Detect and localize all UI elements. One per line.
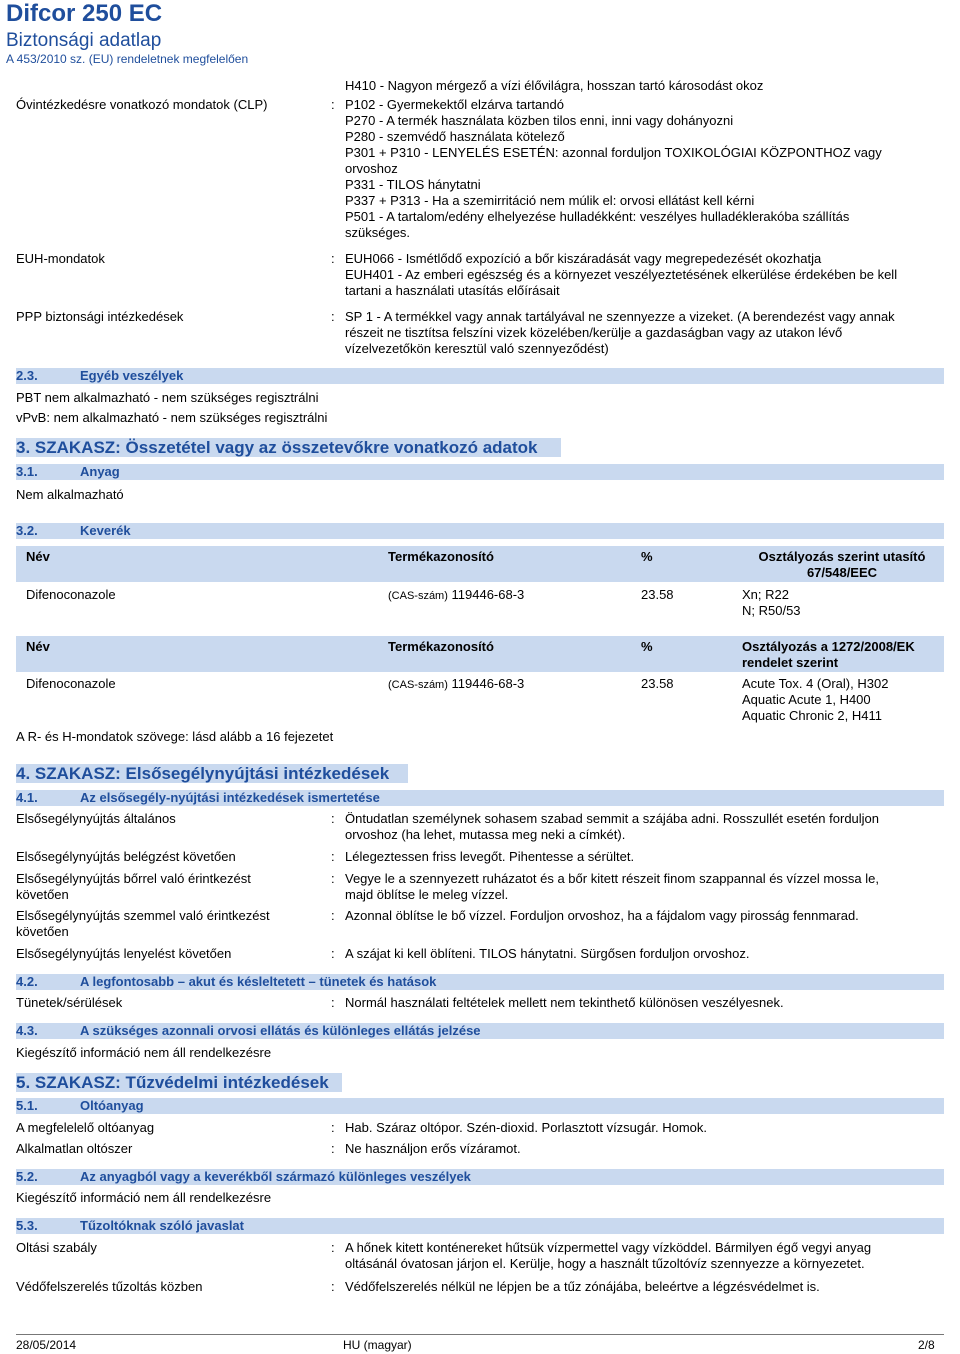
unsuitable-media-label: Alkalmatlan oltószer — [16, 1141, 133, 1156]
euh-line: EUH401 - Az emberi egészség és a környezet veszélyeztetésének elkerülése érdekében be kell — [345, 267, 898, 282]
firstaid-line: Vegye le a szennyezett ruházatot és a bőr kitett részeit finom szappannal és vízzel mossa le, — [345, 871, 880, 886]
cas-prefix: (CAS-szám) — [388, 679, 448, 691]
precaution-line: P102 - Gyermekektől elzárva tartandó — [345, 97, 564, 112]
firstaid-line: Öntudatlan személynek sohasem szabad semmit a szájába adni. Rosszullét esetén forduljon — [345, 811, 880, 826]
precaution-line: P270 - A termék használata közben tilos enni, inni vagy dohányozni — [345, 113, 734, 128]
col-class-header-line: rendelet szerint — [742, 655, 839, 670]
vpvb-text: vPvB: nem alkalmazható - nem szükséges regisztrálni — [16, 410, 328, 425]
subsection-title: A szükséges azonnali orvosi ellátás és különleges ellátás jelzése — [80, 1023, 481, 1038]
colon: : — [331, 995, 335, 1010]
medical-info-text: Kiegészítő információ nem áll rendelkezésre — [16, 1045, 272, 1060]
subsection-title: Anyag — [80, 464, 120, 479]
class-line: Acute Tox. 4 (Oral), H302 — [742, 676, 889, 691]
cas-prefix: (CAS-szám) — [388, 590, 448, 602]
footer-date: 28/05/2014 — [16, 1338, 77, 1352]
subsection-title: A legfontosabb – akut és késleltetett – tünetek és hatások — [80, 974, 437, 989]
precaution-line: P331 - TILOS hánytatni — [345, 177, 481, 192]
symptoms-label: Tünetek/sérülések — [16, 995, 123, 1010]
firstaid-line: orvoshoz (ha lehet, mutassa meg neki a címkét). — [345, 827, 626, 842]
colon: : — [331, 251, 335, 266]
subsection-5-1-header — [16, 1098, 944, 1114]
section-3-header: 3. SZAKASZ: Összetétel vagy az összetevőkre vonatkozó adatok — [16, 438, 561, 457]
col-id-header: Termékazonosító — [388, 549, 494, 564]
precaution-line: P301 + P310 - LENYELÉS ESETÉN: azonnal forduljon TOXIKOLÓGIAI KÖZPONTHOZ vagy — [345, 145, 882, 160]
table1-name: Difenoconazole — [26, 587, 116, 602]
firefighting-text — [345, 1240, 871, 1272]
protective-equipment-text: Védőfelszerelés nélkül ne lépjen be a tűz zónájába, beleértve a légzésvédelmet is. — [345, 1279, 820, 1294]
colon: : — [331, 1279, 335, 1294]
ppp-line: vízelvezetőkön keresztül való szennyeződést) — [345, 341, 609, 356]
colon: : — [331, 871, 335, 886]
subsection-5-3-header — [16, 1218, 944, 1234]
firstaid-label-line: Elsősegélynyújtás bőrrel való érintkezést — [16, 871, 251, 886]
subsection-4-3-header — [16, 1023, 944, 1039]
subsection-number: 5.2. — [16, 1169, 38, 1184]
footer-divider — [16, 1334, 944, 1335]
subsection-title: Keverék — [80, 523, 131, 538]
section-4-header: 4. SZAKASZ: Elsősegélynyújtási intézkedések — [16, 764, 408, 783]
suitable-media-text: Hab. Száraz oltópor. Szén-dioxid. Porlasztott vízsugár. Homok. — [345, 1120, 708, 1135]
subsection-5-2-header — [16, 1169, 944, 1185]
precaution-label: Óvintézkedésre vonatkozó mondatok (CLP) — [16, 97, 268, 112]
table2-pct: 23.58 — [641, 676, 674, 691]
cas-value: 119446-68-3 — [451, 676, 525, 691]
colon: : — [331, 849, 335, 864]
suitable-media-label: A megfelelelő oltóanyag — [16, 1120, 155, 1135]
col-name-header: Név — [26, 639, 50, 654]
class-line: Aquatic Chronic 2, H411 — [742, 708, 882, 723]
unsuitable-media-text: Ne használjon erős vízáramot. — [345, 1141, 521, 1156]
col-class-header-line: Osztályozás szerint utasító — [758, 549, 926, 564]
table1-class — [742, 587, 801, 619]
firstaid-label-line: követően — [16, 887, 69, 902]
col-id-header: Termékazonosító — [388, 639, 494, 654]
symptoms-text: Normál használati feltételek mellett nem tekinthető különösen veszélyesnek. — [345, 995, 784, 1010]
col-class-header-line: Osztályozás a 1272/2008/EK — [742, 639, 915, 654]
subsection-number: 4.1. — [16, 790, 38, 805]
regulation-note: A 453/2010 sz. (EU) rendeletnek megfelelően — [6, 52, 249, 66]
firstaid-line: A szájat ki kell öblíteni. TILOS hánytatni. Sürgősen forduljon orvoshoz. — [345, 946, 750, 961]
h410-statement: H410 - Nagyon mérgező a vízi élővilágra, hosszan tartó károsodást okoz — [345, 78, 764, 93]
subsection-number: 3.1. — [16, 464, 38, 479]
protective-equipment-label: Védőfelszerelés tűzoltás közben — [16, 1279, 203, 1294]
class-line: Aquatic Acute 1, H400 — [742, 692, 871, 707]
section-5-header: 5. SZAKASZ: Tűzvédelmi intézkedések — [16, 1073, 342, 1092]
subsection-2-3-header — [16, 368, 944, 384]
col-class-header — [742, 549, 942, 581]
table2-name: Difenoconazole — [26, 676, 116, 691]
ppp-line: SP 1 - A termékkel vagy annak tartályával ne szennyezze a vizeket. (A berendezést vagy annak — [345, 309, 895, 324]
ppp-line: részeit ne tisztítsa felszíni vizek közelében/kerülje a gazdaságban vagy az utakon lévő — [345, 325, 843, 340]
class-line: Xn; R22 — [742, 587, 789, 602]
euh-line: tartani a használati utasítás előírásait — [345, 283, 560, 298]
table1-header — [16, 546, 944, 582]
class-line: N; R50/53 — [742, 603, 801, 618]
r-h-note: A R- és H-mondatok szövege: lásd alább a 16 fejezetet — [16, 729, 334, 744]
firstaid-line: Azonnal öblítse le bő vízzel. Forduljon orvoshoz, ha a fájdalom vagy pirosság fennmarad. — [345, 908, 859, 923]
firstaid-text — [345, 811, 879, 843]
subsection-4-2-header — [16, 974, 944, 990]
col-class-header-line: 67/548/EEC — [806, 565, 878, 580]
precaution-line: P280 - szemvédő használata kötelező — [345, 129, 565, 144]
colon: : — [331, 811, 335, 826]
document-subtitle: Biztonsági adatlap — [6, 30, 162, 51]
subsection-title: Az anyagból vagy a keverékből származó különleges veszélyek — [80, 1169, 471, 1184]
firefighting-line: A hőnek kitett konténereket hűtsük vízpermettel vagy vízköddel. Bármilyen égő vegyi anyag — [345, 1240, 872, 1255]
firstaid-label: Elsősegélynyújtás lenyelést követően — [16, 946, 232, 961]
euh-line: EUH066 - Ismétlődő expozíció a bőr kiszáradását vagy megrepedezését okozhatja — [345, 251, 822, 266]
table2-id — [388, 676, 524, 693]
subsection-4-1-header — [16, 790, 944, 806]
precaution-line: P337 + P313 - Ha a szemirritáció nem múlik el: orvosi ellátást kell kérni — [345, 193, 755, 208]
firefighting-label: Oltási szabály — [16, 1240, 97, 1255]
subsection-3-1-header — [16, 464, 944, 480]
footer-page-number: 2/8 — [918, 1338, 935, 1352]
table2-class — [742, 676, 888, 724]
firefighting-line: oltásánál óvatosan járjon el. Kerülje, hogy a használt tűzoltóvíz szennyezze a környezetet. — [345, 1256, 865, 1271]
colon: : — [331, 97, 335, 112]
table1-pct: 23.58 — [641, 587, 674, 602]
firstaid-label: Elsősegélynyújtás általános — [16, 811, 176, 826]
pbt-text: PBT nem alkalmazható - nem szükséges regisztrálni — [16, 390, 319, 405]
colon: : — [331, 1240, 335, 1255]
col-name-header: Név — [26, 549, 50, 564]
footer-language: HU (magyar) — [343, 1338, 412, 1352]
precaution-line: szükséges. — [345, 225, 411, 240]
colon: : — [331, 1120, 335, 1135]
cas-value: 119446-68-3 — [451, 587, 525, 602]
euh-label: EUH-mondatok — [16, 251, 105, 266]
precaution-line: P501 - A tartalom/edény elhelyezése hulladékként: veszélyes hulladéklerakóba szállítás — [345, 209, 850, 224]
firstaid-line: majd öblítse le meleg vízzel. — [345, 887, 509, 902]
firstaid-label — [16, 908, 270, 940]
euh-statements — [345, 251, 897, 299]
table1-id — [388, 587, 524, 604]
ppp-statements — [345, 309, 895, 357]
subsection-number: 4.3. — [16, 1023, 38, 1038]
subsection-title: Egyéb veszélyek — [80, 368, 184, 383]
subsection-number: 4.2. — [16, 974, 38, 989]
substance-text: Nem alkalmazható — [16, 487, 124, 502]
col-class-header — [742, 639, 915, 671]
subsection-title: Tűzoltóknak szóló javaslat — [80, 1218, 244, 1233]
table2-header — [16, 636, 944, 672]
precaution-statements — [345, 97, 882, 241]
firstaid-label-line: követően — [16, 924, 69, 939]
colon: : — [331, 946, 335, 961]
col-pct-header: % — [641, 549, 653, 564]
firstaid-label-line: Elsősegélynyújtás szemmel való érintkezést — [16, 908, 270, 923]
subsection-title: Oltóanyag — [80, 1098, 144, 1113]
subsection-number: 2.3. — [16, 368, 38, 383]
ppp-label: PPP biztonsági intézkedések — [16, 309, 184, 324]
firstaid-label: Elsősegélynyújtás belégzést követően — [16, 849, 236, 864]
subsection-number: 5.1. — [16, 1098, 38, 1113]
subsection-title: Az elsősegély-nyújtási intézkedések ismertetése — [80, 790, 380, 805]
document-title: Difcor 250 EC — [6, 0, 163, 27]
firstaid-line: Lélegeztessen friss levegőt. Pihentesse a sérültet. — [345, 849, 635, 864]
precaution-line: orvoshoz — [345, 161, 398, 176]
subsection-3-2-header — [16, 523, 944, 539]
firstaid-text — [345, 871, 879, 903]
special-hazards-text: Kiegészítő információ nem áll rendelkezésre — [16, 1190, 272, 1205]
subsection-number: 5.3. — [16, 1218, 38, 1233]
colon: : — [331, 908, 335, 923]
col-pct-header: % — [641, 639, 653, 654]
colon: : — [331, 1141, 335, 1156]
colon: : — [331, 309, 335, 324]
firstaid-label — [16, 871, 251, 903]
subsection-number: 3.2. — [16, 523, 38, 538]
